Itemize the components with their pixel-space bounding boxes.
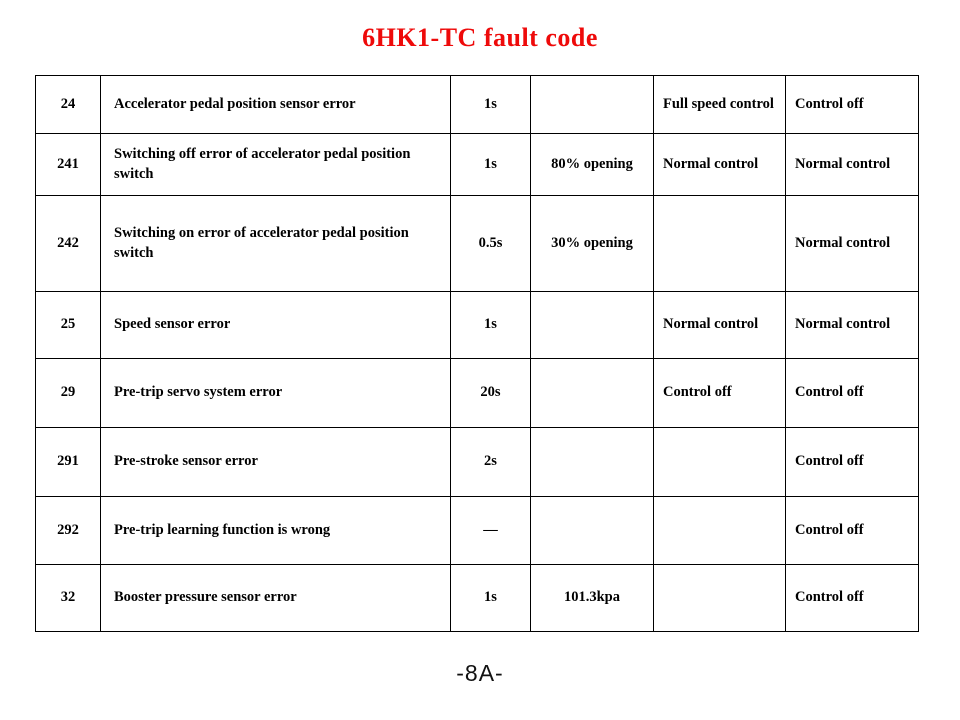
cell-description: Pre-trip learning function is wrong xyxy=(101,497,451,565)
table-row xyxy=(36,76,919,134)
cell-value xyxy=(531,76,654,134)
table-row xyxy=(36,134,919,196)
cell-description: Switching off error of accelerator pedal position switch xyxy=(101,134,451,196)
cell-control-b: Control off xyxy=(786,565,919,632)
cell-time: 1s xyxy=(451,565,531,632)
cell-description: Switching on error of accelerator pedal position switch xyxy=(101,196,451,292)
cell-value xyxy=(531,292,654,359)
cell-control-b: Control off xyxy=(786,428,919,497)
page-title: 6HK1-TC fault code xyxy=(362,23,598,52)
cell-control-b: Control off xyxy=(786,76,919,134)
cell-value xyxy=(531,428,654,497)
cell-description: Accelerator pedal position sensor error xyxy=(101,76,451,134)
cell-control-a xyxy=(654,428,786,497)
cell-time: — xyxy=(451,497,531,565)
cell-code: 241 xyxy=(36,134,101,196)
cell-control-a xyxy=(654,196,786,292)
table-row xyxy=(36,428,919,497)
cell-control-b: Normal control xyxy=(786,196,919,292)
cell-control-b: Control off xyxy=(786,497,919,565)
cell-control-a: Normal control xyxy=(654,134,786,196)
cell-time: 2s xyxy=(451,428,531,497)
cell-control-a: Full speed control xyxy=(654,76,786,134)
cell-control-a: Control off xyxy=(654,359,786,428)
table-row xyxy=(36,196,919,292)
cell-value xyxy=(531,497,654,565)
fault-code-table xyxy=(35,75,919,632)
cell-value: 30% opening xyxy=(531,196,654,292)
cell-time: 1s xyxy=(451,134,531,196)
table-row xyxy=(36,497,919,565)
cell-description: Pre-trip servo system error xyxy=(101,359,451,428)
cell-time: 20s xyxy=(451,359,531,428)
cell-control-a xyxy=(654,497,786,565)
table-row xyxy=(36,292,919,359)
cell-control-b: Normal control xyxy=(786,134,919,196)
cell-code: 292 xyxy=(36,497,101,565)
cell-code: 24 xyxy=(36,76,101,134)
cell-description: Speed sensor error xyxy=(101,292,451,359)
cell-code: 242 xyxy=(36,196,101,292)
cell-code: 291 xyxy=(36,428,101,497)
cell-control-a xyxy=(654,565,786,632)
cell-control-b: Normal control xyxy=(786,292,919,359)
cell-value: 101.3kpa xyxy=(531,565,654,632)
cell-value xyxy=(531,359,654,428)
cell-code: 25 xyxy=(36,292,101,359)
cell-control-a: Normal control xyxy=(654,292,786,359)
cell-code: 29 xyxy=(36,359,101,428)
footer-page-number: -8A- xyxy=(456,660,504,686)
cell-time: 1s xyxy=(451,292,531,359)
cell-time: 0.5s xyxy=(451,196,531,292)
cell-value: 80% opening xyxy=(531,134,654,196)
cell-code: 32 xyxy=(36,565,101,632)
cell-control-b: Control off xyxy=(786,359,919,428)
table-row xyxy=(36,359,919,428)
table-row xyxy=(36,565,919,632)
cell-description: Booster pressure sensor error xyxy=(101,565,451,632)
cell-description: Pre-stroke sensor error xyxy=(101,428,451,497)
cell-time: 1s xyxy=(451,76,531,134)
